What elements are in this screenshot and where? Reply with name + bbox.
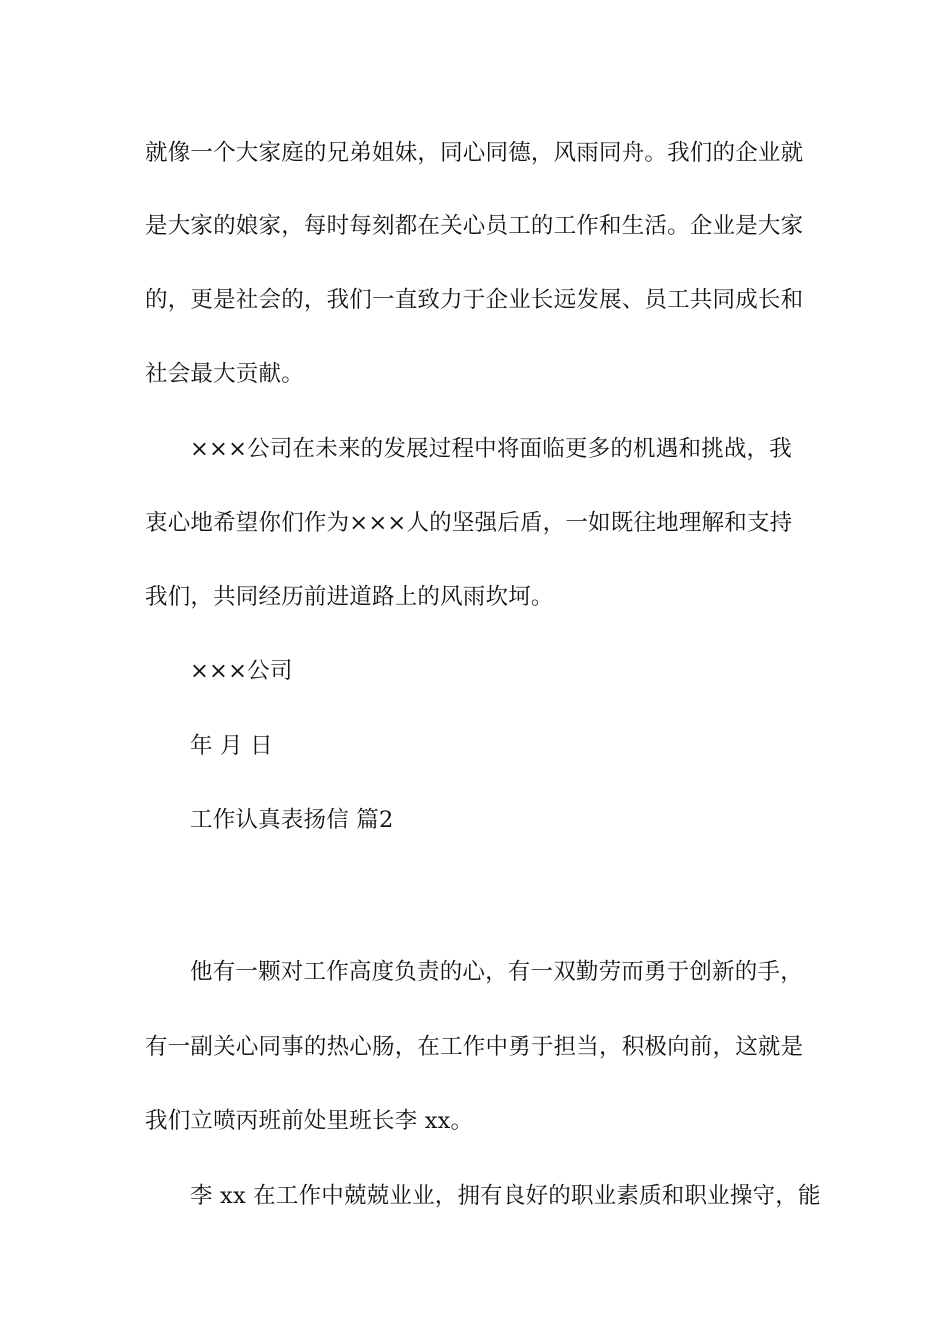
section-heading: 工作认真表扬信 篇2 — [190, 807, 394, 833]
paragraph-line: 李 xx 在工作中兢兢业业，拥有良好的职业素质和职业操守，能 — [190, 1183, 821, 1209]
paragraph-line: 有一副关心同事的热心肠，在工作中勇于担当，积极向前，这就是 — [145, 1034, 804, 1060]
paragraph-line: ×××公司在未来的发展过程中将面临更多的机遇和挑战，我 — [190, 436, 792, 462]
paragraph-line: 他有一颗对工作高度负责的心，有一双勤劳而勇于创新的手， — [190, 959, 803, 985]
paragraph-line: 社会最大贡献。 — [145, 361, 304, 387]
paragraph-line: 的，更是社会的，我们一直致力于企业长远发展、员工共同成长和 — [145, 287, 804, 313]
paragraph-line: 我们，共同经历前进道路上的风雨坎坷。 — [145, 584, 554, 610]
paragraph-line: 是大家的娘家，每时每刻都在关心员工的工作和生活。企业是大家 — [145, 213, 804, 239]
signature-company: ×××公司 — [190, 658, 293, 684]
signature-date: 年 月 日 — [190, 733, 273, 759]
paragraph-line: 我们立喷丙班前处里班长李 xx。 — [145, 1108, 474, 1134]
paragraph-line: 衷心地希望你们作为×××人的坚强后盾，一如既往地理解和支持 — [145, 510, 793, 536]
paragraph-line: 就像一个大家庭的兄弟姐妹，同心同德，风雨同舟。我们的企业就 — [145, 140, 804, 166]
